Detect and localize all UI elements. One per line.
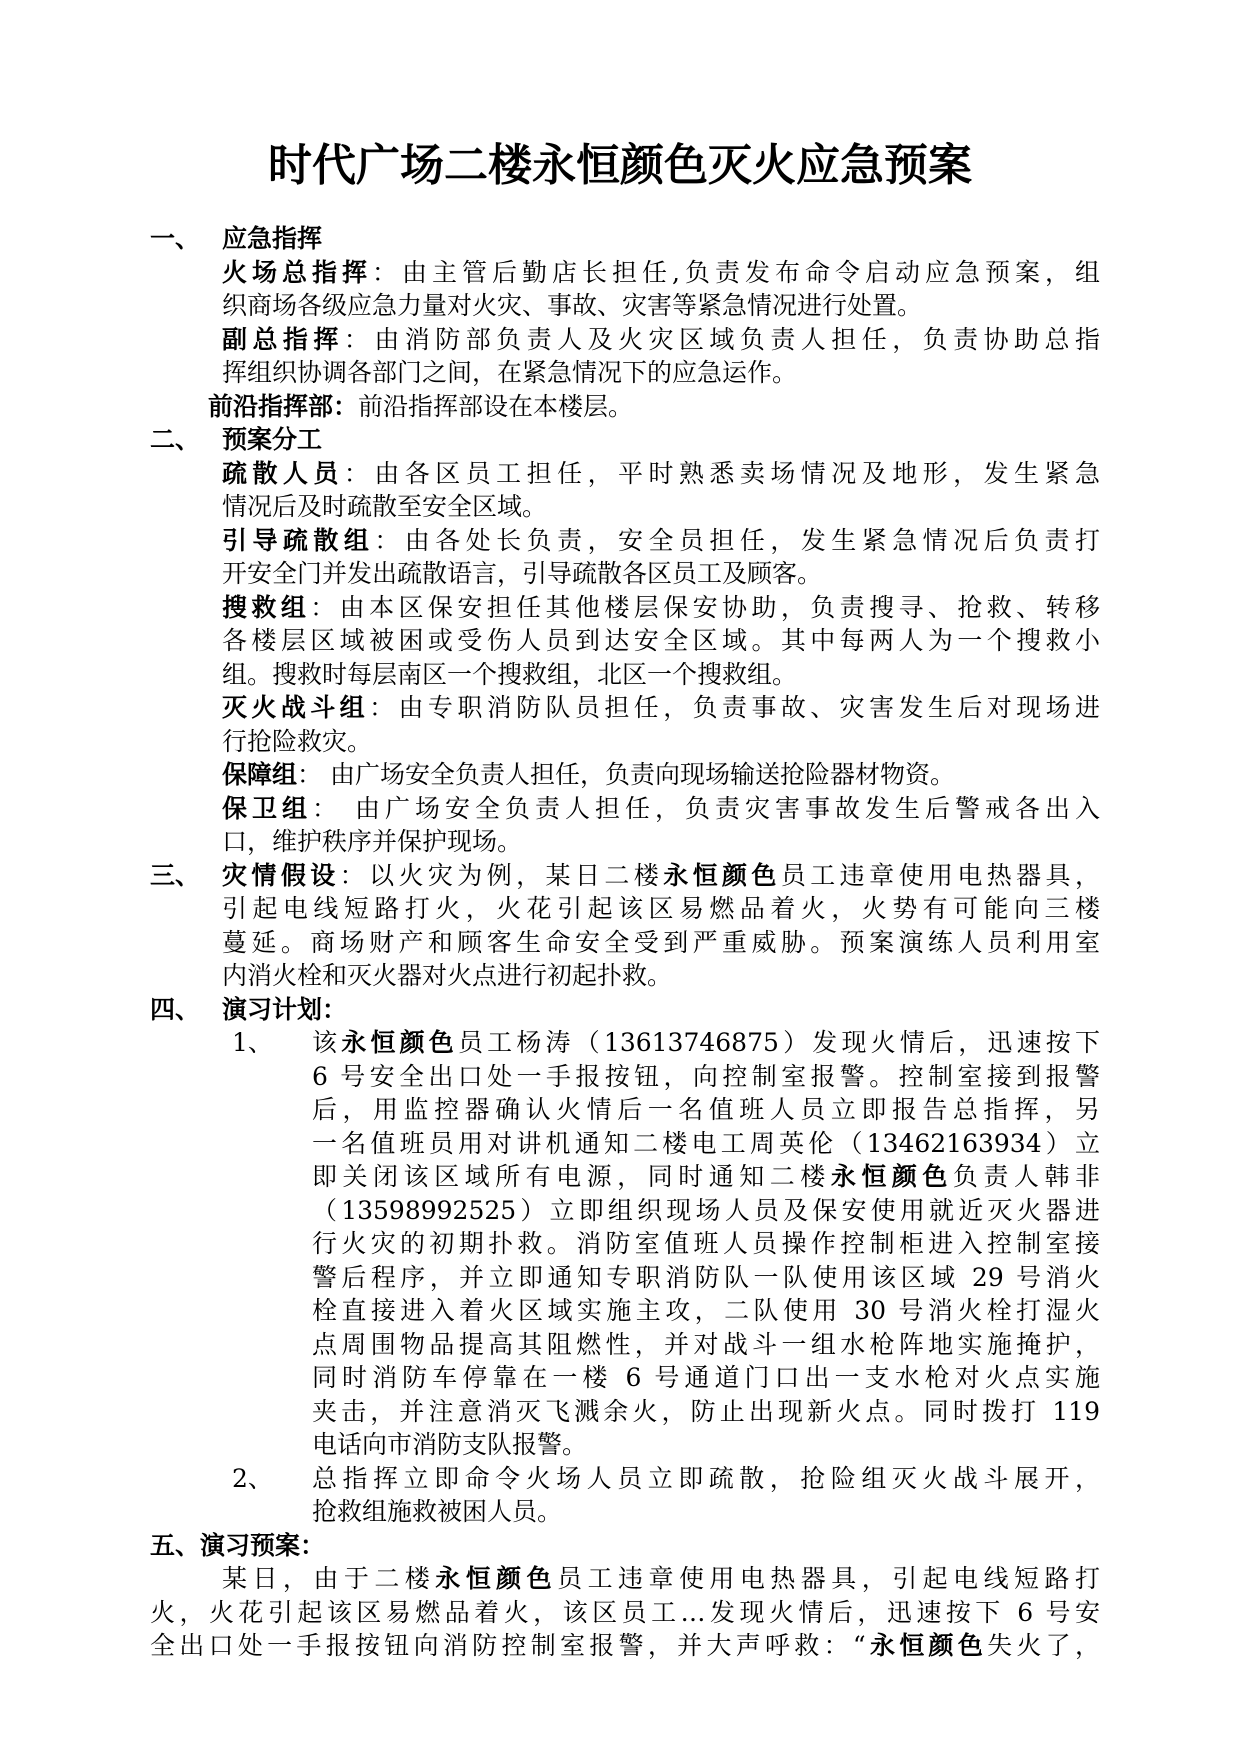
list-item-line: 夹击，并注意消灭飞溅余火，防止出现新火点。同时拨打 119 — [312, 1396, 1100, 1426]
role-label: 保卫组 — [222, 793, 313, 823]
brand-name: 永恒颜色 — [830, 1162, 953, 1191]
paragraph-text: 员工杨涛（13613746875）发现火情后，迅速按下 — [457, 1028, 1100, 1057]
role-label: 副总指挥 — [222, 324, 344, 354]
paragraph-text: 即关闭该区域所有电源，同时通知二楼 — [312, 1162, 831, 1191]
paragraph-line — [150, 1562, 1100, 1596]
paragraph-line: 挥组织协调各部门之间，在紧急情况下的应急运作。 — [222, 358, 798, 387]
section-number: 二、 — [150, 425, 201, 454]
list-item-line — [150, 1026, 1100, 1060]
paragraph-text: ：以火灾为例，某日二楼 — [339, 860, 664, 890]
section-2-heading — [150, 423, 1100, 457]
brand-name: 永恒颜色 — [865, 1631, 988, 1660]
paragraph-line — [150, 524, 1100, 558]
paragraph-line: 组。搜救时每层南区一个搜救组，北区一个搜救组。 — [222, 659, 798, 689]
section-number: 一、 — [150, 224, 201, 253]
section-4-heading — [150, 993, 1100, 1027]
paragraph-line: 引起电线短路打火，火花引起该区易燃品着火，火势有可能向三楼 — [222, 894, 1100, 923]
list-item-line: 电话向市消防支队报警。 — [312, 1430, 588, 1459]
paragraph-line — [150, 323, 1100, 357]
list-item-line — [150, 1462, 1100, 1496]
paragraph-text: 负责人韩非 — [952, 1162, 1100, 1191]
list-item-line: 同时消防车停靠在一楼 6 号通道门口出一支水枪对火点实施 — [312, 1363, 1100, 1392]
paragraph-line: 蔓延。商场财产和顾客生命安全受到严重威胁。预案演练人员利用室 — [222, 927, 1100, 957]
role-text: 前沿指挥部设在本楼层。 — [358, 391, 634, 421]
section-1-heading — [150, 222, 1100, 256]
list-item-line — [150, 1160, 1100, 1194]
list-item-line: 后，用监控器确认火情后一名值班人员立即报告总指挥，另 — [312, 1095, 1100, 1124]
list-item-line: 6 号安全出口处一手报按钮，向控制室报警。控制室接到报警 — [312, 1061, 1100, 1091]
paragraph-text: 员工违章使用电热器具， — [780, 860, 1100, 890]
paragraph-text: 某日，由于二楼 — [222, 1564, 436, 1593]
list-item-line: （13598992525）立即组织现场人员及保安使用就近灭火器进 — [312, 1195, 1100, 1225]
list-number: 1、 — [232, 1028, 273, 1057]
paragraph-line — [150, 792, 1100, 826]
paragraph-line: 情况后及时疏散至安全区域。 — [222, 492, 548, 521]
section-title: 灾情假设 — [222, 860, 340, 890]
paragraph-line: 口，维护秩序并保护现场。 — [222, 827, 523, 856]
role-label: 灭火战斗组 — [222, 693, 370, 722]
role-text: ：由各处长负责，安全员担任，发生紧急情况后负责打 — [374, 525, 1100, 555]
role-label: 搜救组 — [222, 592, 311, 622]
document-body — [150, 222, 1100, 1663]
list-item-line: 抢救组施救被困人员。 — [312, 1497, 563, 1526]
list-item-line: 警后程序，并立即通知专职消防队一队使用该区域 29 号消火 — [312, 1262, 1100, 1292]
document-title: 时代广场二楼永恒颜色灭火应急预案 — [268, 140, 972, 191]
paragraph-line — [150, 758, 1100, 792]
paragraph-text: 总指挥立即命令火场人员立即疏散，抢险组灭火战斗展开， — [312, 1463, 1100, 1493]
paragraph-line: 行抢险救灾。 — [222, 726, 373, 756]
list-item-line: 栓直接进入着火区域实施主攻，二队使用 30 号消火栓打湿火 — [312, 1296, 1100, 1325]
paragraph-line — [150, 691, 1100, 725]
paragraph-line — [150, 457, 1100, 491]
role-label: 引导疏散组 — [222, 525, 375, 555]
paragraph-text: 员工违章使用电热器具，引起电线短路打 — [557, 1564, 1100, 1593]
role-text: ： 由广场安全负责人担任，负责向现场输送抢险器材物资。 — [297, 760, 955, 789]
paragraph-text: 该 — [312, 1028, 342, 1057]
brand-name: 永恒颜色 — [341, 1028, 458, 1057]
list-item-line: 一名值班员用对讲机通知二楼电工周英伦（13462163934）立 — [312, 1128, 1100, 1158]
section-number: 三、 — [150, 860, 201, 890]
role-label: 保障组 — [222, 760, 298, 789]
role-text: ：由专职消防队员担任，负责事故、灾害发生后对现场进 — [369, 693, 1100, 722]
paragraph-line — [150, 1629, 1100, 1663]
paragraph-line: 开安全门并发出疏散语言，引导疏散各区员工及顾客。 — [222, 559, 823, 588]
paragraph-line: 内消火栓和灭火器对火点进行初起扑救。 — [222, 961, 673, 990]
paragraph-line — [150, 390, 1100, 424]
paragraph-text: 失火了， — [987, 1631, 1100, 1660]
paragraph-line: 各楼层区域被困或受伤人员到达安全区域。其中每两人为一个搜救小 — [222, 626, 1100, 655]
role-label: 前沿指挥部： — [208, 391, 359, 421]
list-number: 2、 — [232, 1463, 273, 1493]
paragraph-line: 火，火花引起该区易燃品着火，该区员工…发现火情后，迅速按下 6 号安 — [150, 1597, 1100, 1627]
section-5-heading: 五、演习预案： — [150, 1530, 326, 1560]
section-number: 四、 — [150, 994, 201, 1024]
paragraph-line — [150, 591, 1100, 625]
role-label: 疏散人员 — [222, 458, 344, 488]
section-title: 预案分工 — [222, 425, 323, 454]
brand-name: 永恒颜色 — [663, 860, 781, 890]
brand-name: 永恒颜色 — [435, 1564, 558, 1593]
section-title: 演习计划： — [222, 994, 348, 1024]
paragraph-line: 织商场各级应急力量对火灾、事故、灾害等紧急情况进行处置。 — [222, 291, 923, 320]
role-text: ：由主管后勤店长担任,负责发布命令启动应急预案，组 — [372, 257, 1100, 287]
role-text: ： 由广场安全负责人担任，负责灾害事故发生后警戒各出入 — [312, 793, 1100, 823]
section-3-heading — [150, 859, 1100, 893]
role-label: 火场总指挥 — [222, 257, 373, 287]
section-title: 应急指挥 — [222, 224, 323, 253]
paragraph-line — [150, 256, 1100, 290]
role-text: ：由各区员工担任，平时熟悉卖场情况及地形，发生紧急 — [343, 458, 1100, 488]
list-item-line: 行火灾的初期扑救。消防室值班人员操作控制柜进入控制室接 — [312, 1229, 1100, 1258]
paragraph-text: 全出口处一手报按钮向消防控制室报警，并大声呼救：“ — [150, 1631, 866, 1660]
role-text: ：由消防部负责人及火灾区域负责人担任，负责协助总指 — [343, 324, 1100, 354]
role-text: ：由本区保安担任其他楼层保安协助，负责搜寻、抢救、转移 — [310, 592, 1100, 622]
list-item-line: 点周围物品提高其阻燃性，并对战斗一组水枪阵地实施掩护， — [312, 1329, 1100, 1359]
